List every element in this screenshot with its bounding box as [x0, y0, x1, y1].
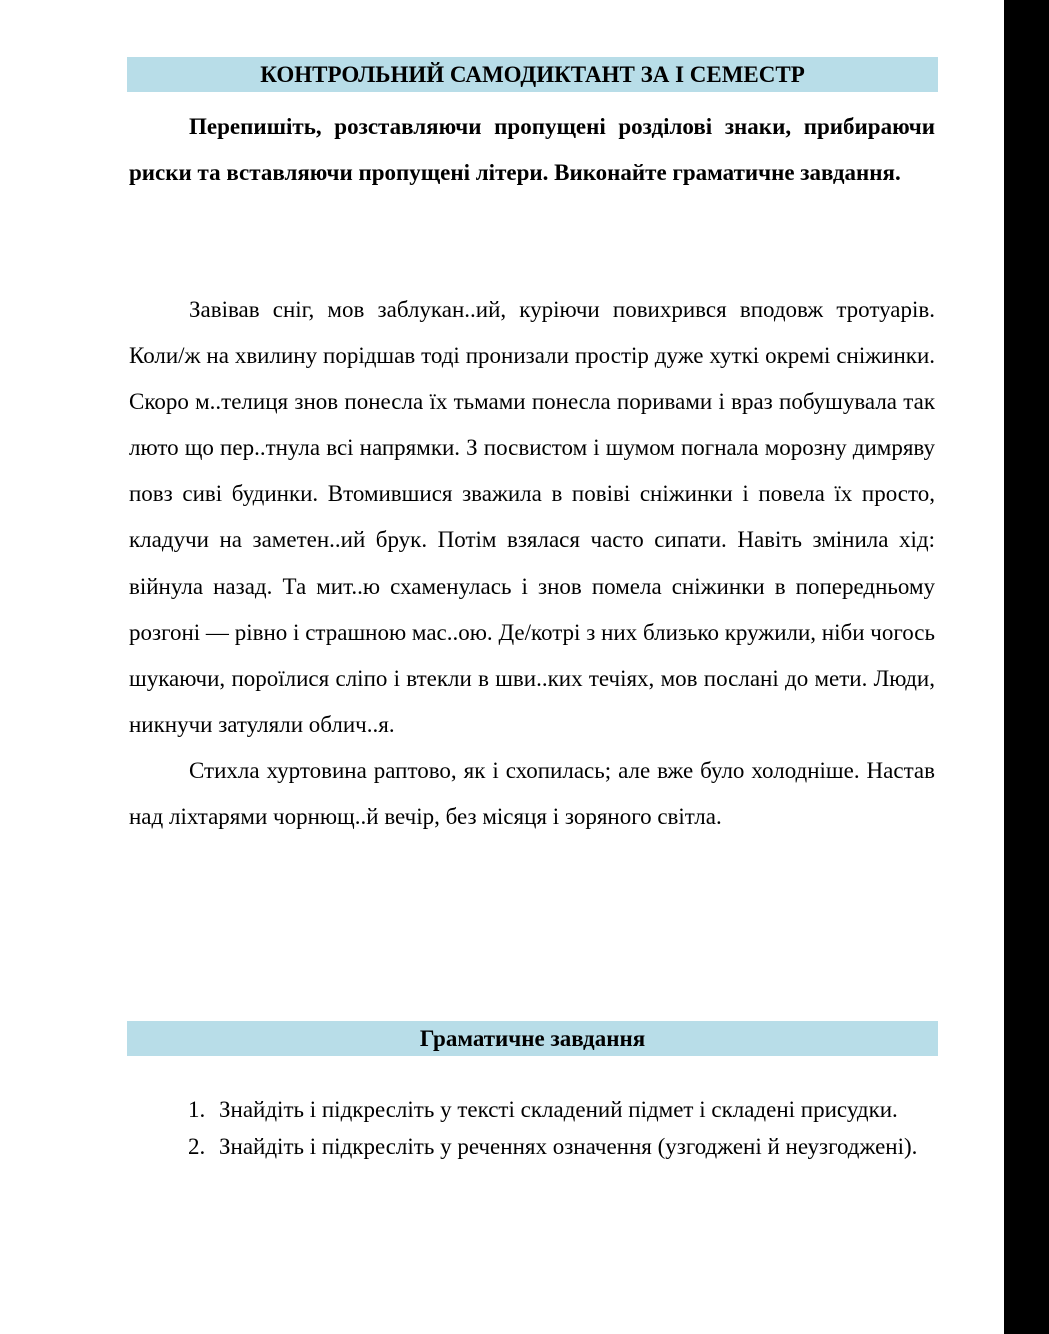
task-number: 1.	[188, 1097, 206, 1122]
grammar-task-heading: Граматичне завдання	[127, 1021, 938, 1056]
paragraph-2: Стихла хуртовина раптово, як і схопилась; але вже було холодніше. Настав над ліхтарями чорнющ..й вечір, без місяця і зоряного світла.	[129, 757, 935, 830]
dictation-text	[129, 287, 935, 840]
task-list	[188, 1093, 935, 1167]
task-text: Знайдіть і підкресліть у тексті складений підмет і складені присудки.	[219, 1097, 898, 1122]
list-item	[188, 1093, 935, 1126]
instruction-block	[129, 104, 935, 196]
task-number: 2.	[188, 1134, 206, 1159]
list-item	[188, 1130, 935, 1163]
task-text: Знайдіть і підкресліть у реченнях означення (узгоджені й неузгоджені).	[219, 1134, 918, 1159]
instruction-text: Перепишіть, розставляючи пропущені розділові знаки, прибираючи риски та вставляючи пропущені літери. Виконайте граматичне завдання.	[129, 114, 935, 186]
paragraph-1: Завівав сніг, мов заблукан..ий, куріючи повихрився вподовж тротуарів. Коли/ж на хвилину порідшав тоді пронизали простір дуже хуткі окремі сніжинки. Скоро м..телиця знов понесла їх тьмами понесла поривами і враз побушувала так люто що пер..тнула всі напрямки. З посвистом і шумом погнала морозну димряву повз сиві будинки. Втомившися зважила в повіві сніжинки і повела їх просто, кладучи на заметен..ий брук. Потім взялася часто сипати. Навіть змінила хід: війнула назад. Та мит..ю схаменулась і знов помела сніжинки в попередньому розгоні — рівно і страшною мас..ою. Де/котрі з них близько кружили, ніби чогось шукаючи, пороїлися сліпо і втекли в шви..ких течіях, мов послані до мети. Люди, никнучи затуляли облич..я.	[129, 297, 935, 737]
page-title: КОНТРОЛЬНИЙ САМОДИКТАНТ ЗА І СЕМЕСТР	[127, 57, 938, 92]
